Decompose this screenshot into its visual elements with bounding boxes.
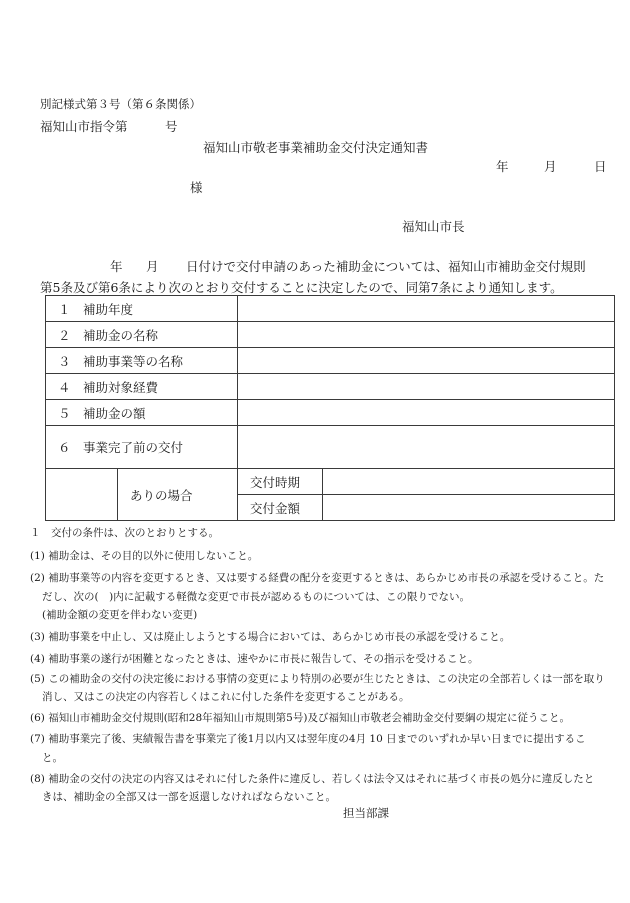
intro-year-label: 年 — [110, 259, 123, 274]
condition-4: (4) 補助事業の遂行が困難となったときは、速やかに市長に報告して、その指示を受けること。 — [30, 653, 479, 665]
row-label-if-applicable: ありの場合 — [118, 469, 238, 521]
row-label-grant-name: ２ 補助金の名称 — [46, 322, 238, 348]
condition-7-line-1: (7) 補助事業完了後、実績報告書を事業完了後1月以内又は翌年度の4月 10 日までのいずれか早い日までに提出するこ — [30, 733, 586, 745]
conditions-heading: １ 交付の条件は、次のとおりとする。 — [30, 527, 219, 539]
table-row — [46, 296, 615, 322]
row-label-eligible-expenses: ４ 補助対象経費 — [46, 374, 238, 400]
row-value-advance-payment — [238, 426, 615, 469]
row-value-payment-time — [323, 469, 615, 495]
condition-1: (1) 補助金は、その目的以外に使用しないこと。 — [30, 550, 259, 562]
condition-5-line-1: (5) この補助金の交付の決定後における事情の変更により特別の必要が生じたときは、この決定の全部若しくは一部を取り — [30, 673, 605, 685]
date-line — [496, 157, 607, 175]
row-label-project-name: ３ 補助事業等の名称 — [46, 348, 238, 374]
row-value-project-name — [238, 348, 615, 374]
condition-2-line-1: (2) 補助事業等の内容を変更するとき、又は要する経費の配分を変更するときは、あらかじめ市長の承認を受けること。た — [30, 572, 605, 584]
condition-8-line-1: (8) 補助金の交付の決定の内容又はそれに付した条件に違反し、若しくは法令又はそれに基づく市長の処分に違反したと — [30, 773, 595, 785]
form-number: 別記様式第３号（第６条関係） — [40, 97, 201, 111]
table-row — [46, 426, 615, 469]
row-spacer-advance — [46, 469, 118, 521]
intro-line-1-text: 日付けで交付申請のあった補助金については、福知山市補助金交付規則 — [186, 259, 586, 274]
condition-2-line-2: だし、次の( )内に記載する軽微な変更で市長が認めるものについては、この限りでない。 — [42, 591, 470, 603]
intro-line-2: 第5条及び第6条により次のとおり交付することに決定したので、同第7条により通知します。 — [40, 280, 563, 295]
row-value-grant-amount — [238, 400, 615, 426]
table-row — [46, 322, 615, 348]
row-label-payment-time: 交付時期 — [238, 469, 323, 495]
row-label-grant-amount: ５ 補助金の額 — [46, 400, 238, 426]
condition-5-line-2: 消し、又はこの決定の内容若しくはこれに付した条件を変更することがある。 — [42, 691, 410, 703]
date-day-label: 日 — [594, 159, 607, 174]
condition-3: (3) 補助事業を中止し、又は廃止しようとする場合においては、あらかじめ市長の承認を受けること。 — [30, 631, 511, 643]
table-row — [46, 348, 615, 374]
condition-7-line-2: と。 — [42, 752, 63, 764]
row-label-advance-payment: ６ 事業完了前の交付 — [46, 426, 238, 469]
condition-2-line-3: (補助金額の変更を伴わない変更) — [42, 609, 198, 621]
row-value-eligible-expenses — [238, 374, 615, 400]
addressee-suffix: 様 — [190, 180, 203, 195]
condition-6: (6) 福知山市補助金交付規則(昭和28年福知山市規則第5号)及び福知山市敬老会補助金交付要綱の規定に従うこと。 — [30, 712, 570, 724]
row-label-fiscal-year: １ 補助年度 — [46, 296, 238, 322]
row-value-grant-name — [238, 322, 615, 348]
table-row — [46, 469, 615, 495]
table-row — [46, 374, 615, 400]
document-number: 福知山市指令第 号 — [40, 119, 178, 134]
contact-department: 担当部課 — [343, 806, 389, 820]
document-title: 福知山市敬老事業補助金交付決定通知書 — [203, 140, 429, 155]
date-month-label: 月 — [544, 159, 557, 174]
table-row — [46, 400, 615, 426]
row-value-payment-amount — [323, 495, 615, 521]
intro-month-label: 月 — [146, 259, 159, 274]
row-label-payment-amount: 交付金額 — [238, 495, 323, 521]
intro-line-1 — [40, 257, 586, 275]
date-year-label: 年 — [496, 159, 509, 174]
condition-8-line-2: きは、補助金の全部又は一部を返還しなければならないこと。 — [42, 791, 336, 803]
row-value-fiscal-year — [238, 296, 615, 322]
grant-info-table — [45, 295, 615, 521]
issuer-name: 福知山市長 — [402, 219, 465, 234]
